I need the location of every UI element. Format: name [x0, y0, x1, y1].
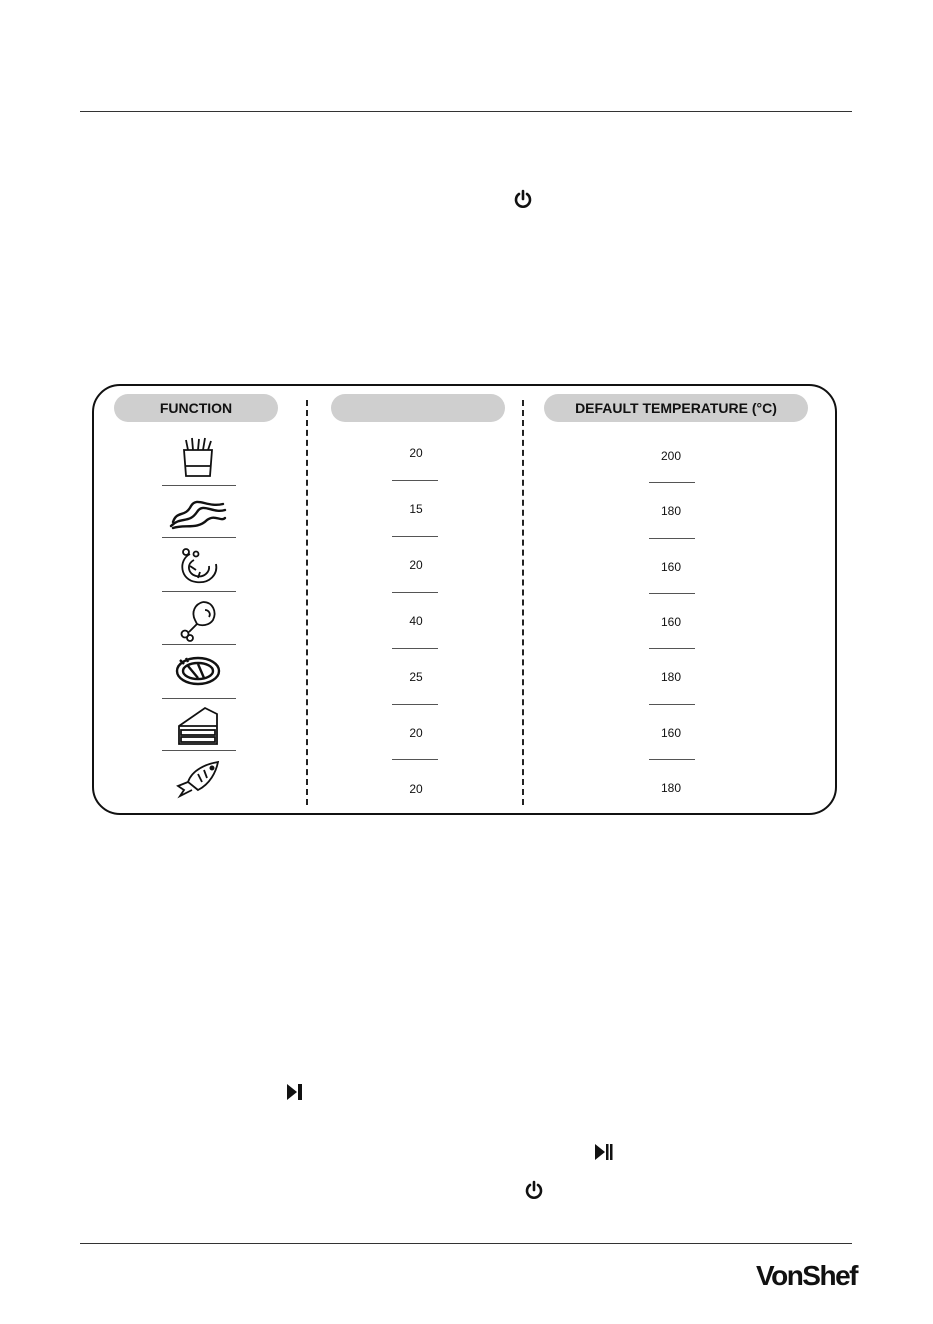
row-divider	[649, 482, 695, 483]
header-temperature: DEFAULT TEMPERATURE (°C)	[544, 394, 808, 422]
fish-icon	[160, 758, 236, 800]
row-divider	[649, 538, 695, 539]
time-value: 25	[409, 670, 423, 684]
temperature-value: 180	[660, 504, 682, 518]
shrimp-icon	[160, 546, 236, 586]
fries-icon	[160, 436, 236, 478]
row-divider	[392, 592, 438, 593]
power-icon	[523, 1179, 545, 1201]
row-divider	[649, 704, 695, 705]
row-divider	[392, 536, 438, 537]
row-divider	[392, 704, 438, 705]
temperature-value: 180	[660, 670, 682, 684]
row-divider	[162, 537, 236, 538]
column-divider	[306, 400, 308, 805]
row-divider	[162, 698, 236, 699]
row-divider	[392, 648, 438, 649]
row-divider	[162, 485, 236, 486]
row-divider	[649, 593, 695, 594]
header-function: FUNCTION	[114, 394, 278, 422]
row-divider	[649, 648, 695, 649]
column-divider	[522, 400, 524, 805]
brand-logo: VonShef	[756, 1260, 857, 1291]
time-value: 20	[409, 558, 423, 572]
temperature-value: 200	[660, 449, 682, 463]
time-value: 20	[409, 726, 423, 740]
time-value: 15	[409, 502, 423, 516]
row-divider	[392, 759, 438, 760]
power-icon	[512, 188, 534, 210]
time-value: 20	[409, 782, 423, 796]
temperature-value: 160	[660, 615, 682, 629]
temperature-value: 160	[660, 560, 682, 574]
chicken-drumstick-icon	[160, 598, 236, 642]
row-divider	[162, 591, 236, 592]
cooking-presets-table	[92, 384, 837, 815]
play-pause-icon	[593, 1141, 615, 1163]
time-value: 40	[409, 614, 423, 628]
row-divider	[392, 480, 438, 481]
footer-rule	[80, 1243, 852, 1244]
header-rule	[80, 111, 852, 112]
play-icon	[284, 1081, 306, 1103]
cake-icon	[160, 704, 236, 746]
time-value: 20	[409, 446, 423, 460]
temperature-value: 160	[660, 726, 682, 740]
row-divider	[162, 750, 236, 751]
row-divider	[649, 759, 695, 760]
bacon-icon	[160, 492, 236, 532]
steak-icon	[160, 654, 236, 688]
header-time	[331, 394, 505, 422]
row-divider	[162, 644, 236, 645]
temperature-value: 180	[660, 781, 682, 795]
